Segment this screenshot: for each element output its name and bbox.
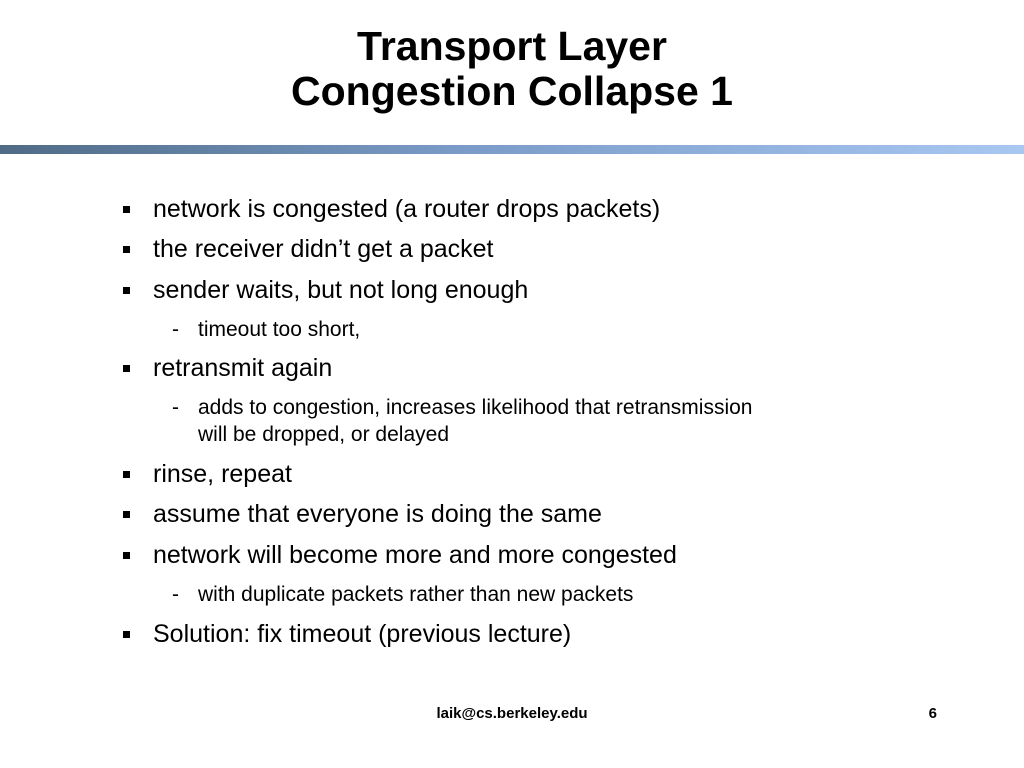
square-bullet-icon [123, 365, 130, 372]
dash-bullet-icon: - [172, 583, 179, 606]
bullet-item [153, 194, 660, 224]
bullet-item [153, 499, 602, 529]
bullet-item [153, 619, 571, 649]
bullet-text: sender waits, but not long enough [153, 276, 529, 304]
sub-bullet-text: timeout too short, [198, 318, 361, 341]
sub-bullet-item [172, 581, 634, 608]
square-bullet-icon [123, 631, 130, 638]
square-bullet-icon [123, 206, 130, 213]
bullet-text: network is congested (a router drops packets) [153, 195, 661, 223]
bullet-text: assume that everyone is doing the same [153, 500, 602, 528]
title-line-1: Transport Layer [357, 23, 667, 69]
sub-bullet-text: will be dropped, or delayed [198, 423, 449, 446]
dash-bullet-icon: - [172, 396, 179, 419]
bullet-text: the receiver didn’t get a packet [153, 235, 494, 263]
square-bullet-icon [123, 471, 130, 478]
dash-bullet-icon: - [172, 318, 179, 341]
slide-title [0, 24, 1024, 114]
bullet-item [153, 540, 677, 570]
square-bullet-icon [123, 552, 130, 559]
footer-email: laik@cs.berkeley.edu [436, 705, 588, 722]
square-bullet-icon [123, 287, 130, 294]
page-number: 6 [928, 705, 937, 722]
bullet-item [153, 353, 332, 383]
bullet-item [153, 275, 528, 305]
sub-bullet-item [172, 394, 753, 421]
sub-bullet-text: adds to congestion, increases likelihood that retransmission [198, 396, 753, 419]
sub-bullet-continuation [198, 421, 449, 448]
bullet-text: network will become more and more congested [153, 541, 677, 569]
bullet-text: Solution: fix timeout (previous lecture) [153, 620, 572, 648]
bullet-text: rinse, repeat [153, 460, 292, 488]
square-bullet-icon [123, 246, 130, 253]
square-bullet-icon [123, 511, 130, 518]
sub-bullet-text: with duplicate packets rather than new packets [198, 583, 634, 606]
bullet-item [153, 459, 292, 489]
title-divider [0, 145, 1024, 154]
bullet-item [153, 234, 493, 264]
bullet-text: retransmit again [153, 354, 333, 382]
title-line-2: Congestion Collapse 1 [291, 68, 733, 114]
sub-bullet-item [172, 316, 361, 343]
